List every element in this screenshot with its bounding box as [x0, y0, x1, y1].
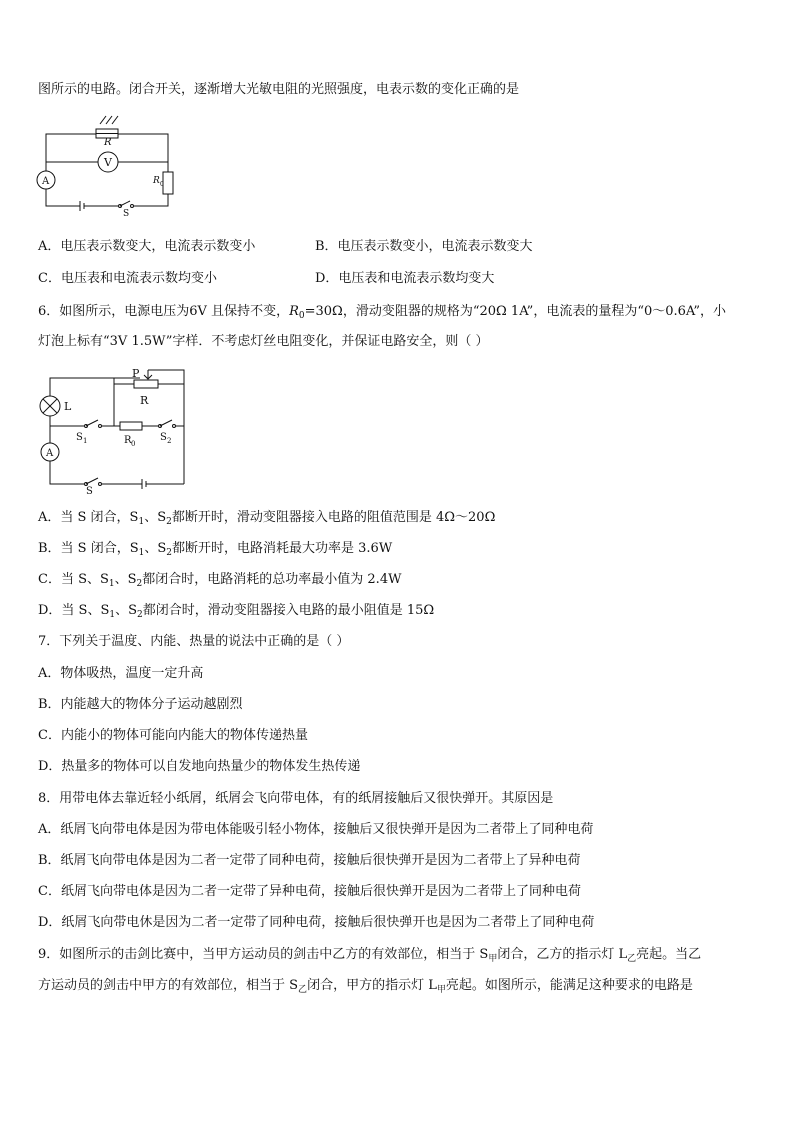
q5-label-r0-sub: 0: [160, 181, 164, 188]
q9-stem-line1: 9．如图所示的击剑比赛中，当甲方运动员的剑击中乙方的有效部位，相当于 $S_甲$闭合，乙方的指示灯 $L_乙$亮起。当乙: [38, 947, 702, 964]
q8-option-b: B．纸屑飞向带电体是因为二者一定带了同种电荷，接触后很快弹开是因为二者带上了异种电荷: [38, 853, 581, 868]
q6-ammeter-label: A: [46, 448, 54, 459]
q6-label-s2: S: [160, 432, 167, 443]
q6-label-r: R: [140, 394, 149, 407]
q8-option-c: C．纸屑飞向带电体是因为二者一定带了异种电荷，接触后很快弹开是因为二者带上了同种电荷: [38, 884, 581, 899]
q6-label-r0-sub: 0: [131, 440, 136, 448]
q5-ammeter-label: A: [42, 176, 50, 187]
q7-option-d: D．热量多的物体可以自发地向热量少的物体发生热传递: [38, 759, 361, 774]
q5-option-b: B．电压表示数变小，电流表示数变大: [315, 239, 533, 254]
q7-option-c: C．内能小的物体可能向内能大的物体传递热量: [38, 728, 308, 743]
q6-label-p: P: [132, 367, 140, 380]
q6-label-s: S: [86, 486, 93, 496]
q6-stem-line1: 6．如图所示，电源电压为6V 且保持不变，$R_0=30\Omega$，滑动变阻器的规格为“20Ω 1A”，电流表的量程为“0～0.6A”，小: [38, 304, 727, 321]
q6-label-r0: R: [124, 435, 132, 446]
q6-option-c: C．当 S、$S_1$、$S_2$都闭合时，电路消耗的总功率最小值为 2.4W: [38, 572, 402, 589]
q8-option-a: A．纸屑飞向带电体是因为带电体能吸引轻小物体，接触后又很快弹开是因为二者带上了同种电荷: [38, 822, 594, 837]
q5-option-a: A．电压表示数变大，电流表示数变小: [38, 239, 256, 254]
q7-option-b: B．内能越大的物体分子运动越剧烈: [38, 697, 243, 712]
q5-label-r: R: [104, 137, 112, 148]
q6-label-s1: S: [76, 432, 83, 443]
q6-stem-line2: 灯泡上标有“3V 1.5W”字样．不考虑灯丝电阻变化，并保证电路安全，则（ ）: [38, 334, 489, 349]
q8-option-d: D．纸屑飞向带电休是因为二者一定带了同种电荷，接触后很快弹开也是因为二者带上了同种电荷: [38, 915, 595, 930]
q6-circuit-diagram: [34, 366, 194, 496]
q5-option-d: D．电压表和电流表示数均变大: [315, 271, 495, 286]
q6-option-a: A．当 S 闭合，$S_1$、$S_2$都断开时，滑动变阻器接入电路的阻值范围是 4Ω～20Ω: [38, 510, 496, 527]
q6-option-b: B．当 S 闭合，$S_1$、$S_2$都断开时，电路消耗最大功率是 3.6W: [38, 541, 393, 558]
q7-option-a: A．物体吸热，温度一定升高: [38, 666, 204, 681]
q5-stem: 图所示的电路。闭合开关，逐渐增大光敏电阻的光照强度，电表示数的变化正确的是: [38, 82, 520, 97]
q7-stem: 7．下列关于温度、内能、热量的说法中正确的是（ ）: [38, 634, 350, 649]
q5-voltmeter-label: V: [104, 156, 112, 169]
q5-option-c: C．电压表和电流表示数均变小: [38, 271, 217, 286]
q8-stem: 8．用带电体去靠近轻小纸屑，纸屑会飞向带电体，有的纸屑接触后又很快弹开。其原因是: [38, 791, 554, 806]
q6-label-l: L: [64, 400, 72, 413]
q6-option-d: D．当 S、$S_1$、$S_2$都闭合时，滑动变阻器接入电路的最小阻值是 15Ω: [38, 603, 435, 620]
q9-stem-line2: 方运动员的剑击中甲方的有效部位，相当于 $S_乙$闭合，甲方的指示灯 $L_甲$亮起。如图所示，能满足这种要求的电路是: [38, 978, 693, 995]
q6-label-s1-sub: 1: [83, 437, 88, 445]
q5-label-r0: R: [153, 176, 160, 186]
q5-label-s: S: [123, 209, 130, 219]
q5-circuit-diagram: [34, 112, 184, 222]
q6-label-s2-sub: 2: [167, 437, 172, 445]
